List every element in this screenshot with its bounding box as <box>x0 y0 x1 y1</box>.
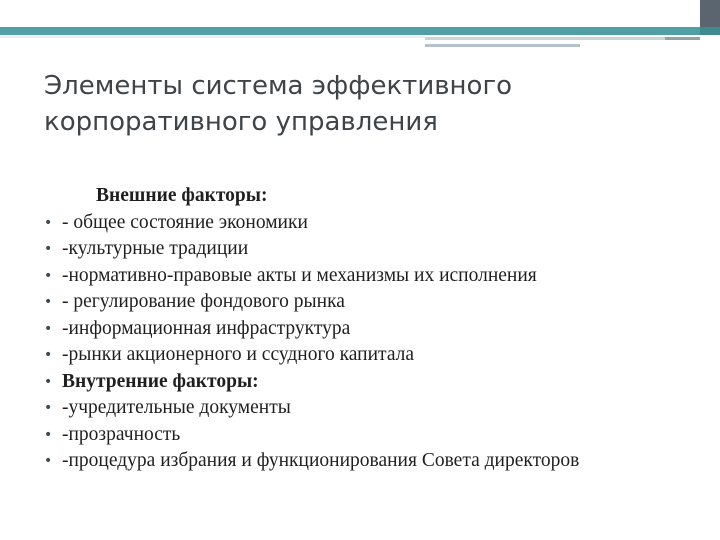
list-item-text: -культурные традиции <box>62 238 249 259</box>
list-item <box>44 210 684 237</box>
thin-line <box>425 44 580 47</box>
list-item-text: -прозрачность <box>62 423 181 445</box>
bullet-icon: • <box>44 347 53 363</box>
internal-factors-heading <box>44 369 684 396</box>
list-item-text: -рынки акционерного и ссудного капитала <box>62 344 415 365</box>
top-accent-bar <box>0 27 700 35</box>
thin-line <box>0 36 425 38</box>
list-item-text: -информационная инфраструктура <box>62 317 351 339</box>
list-item <box>44 263 684 290</box>
list-item-text: -процедура избрания и функционирования Совета директоров <box>62 450 580 471</box>
slide-title-line: корпоративного управления <box>44 107 438 137</box>
list-item-text: -учредительные документы <box>62 397 291 418</box>
bullet-icon: • <box>44 373 53 390</box>
bullet-icon: • <box>44 453 53 469</box>
list-item-text: Внутренние факторы: <box>62 370 259 392</box>
list-item-text: - общее состояние экономики <box>62 211 308 233</box>
bullet-icon: • <box>44 400 53 416</box>
bullet-icon: • <box>44 214 53 231</box>
thin-line <box>425 37 665 40</box>
list-item <box>44 342 684 369</box>
list-item-text: - регулирование фондового рынка <box>62 291 345 312</box>
top-decorative-bars <box>0 0 720 50</box>
bullet-icon: • <box>44 267 53 284</box>
list-item-text: -нормативно-правовые акты и механизмы их исполнения <box>62 264 537 286</box>
list-item <box>44 289 684 316</box>
list-item <box>44 316 684 343</box>
bullet-icon: • <box>44 426 53 443</box>
list-item <box>44 422 684 449</box>
external-factors-heading: Внешние факторы: <box>96 185 268 206</box>
bullet-icon: • <box>44 320 53 337</box>
list-item <box>44 236 684 263</box>
corner-accent <box>700 27 720 35</box>
list-item <box>44 448 684 475</box>
slide-title-line: Элементы система эффективного <box>44 71 513 101</box>
thin-line <box>665 37 700 40</box>
bullet-icon: • <box>44 241 53 257</box>
bullet-icon: • <box>44 294 53 310</box>
slide-title <box>44 68 684 140</box>
list-item <box>44 395 684 422</box>
slide-content <box>44 183 684 475</box>
